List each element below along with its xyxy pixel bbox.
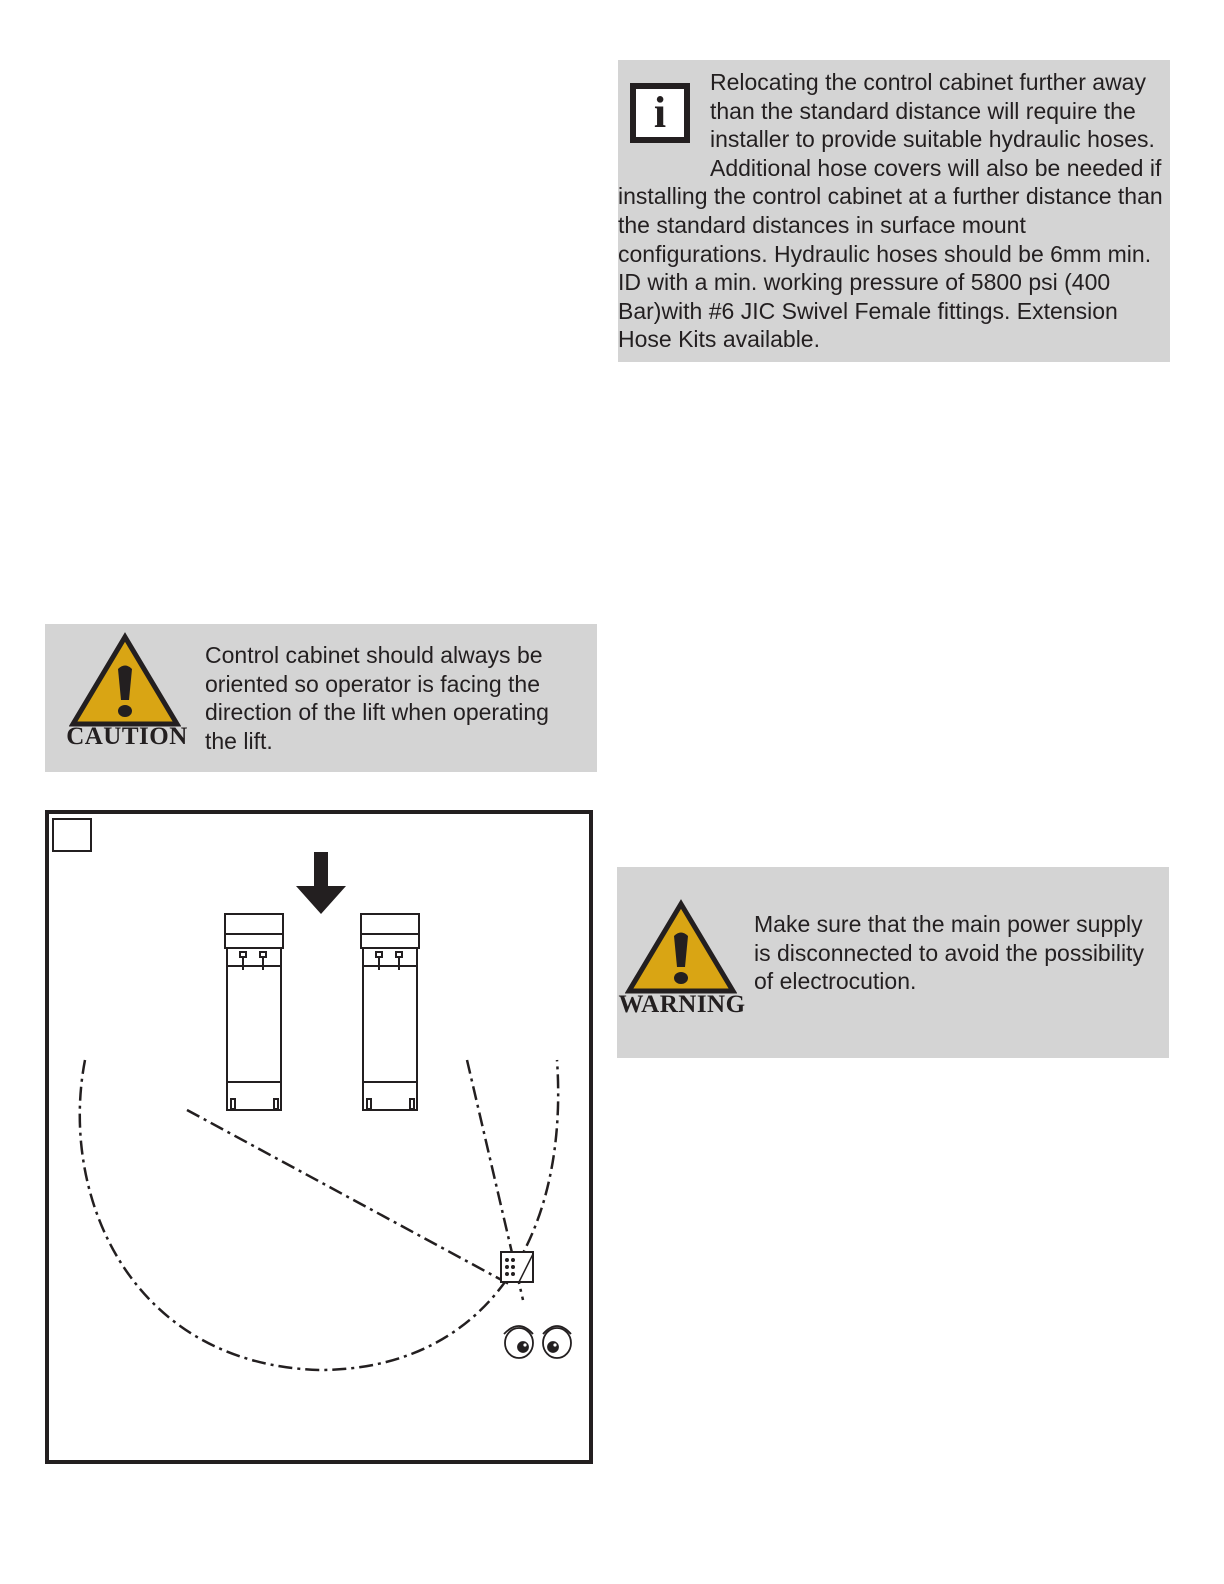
caution-notice-text: Control cabinet should always be oriented so operator is facing the direction of the lift when operating the lift. bbox=[205, 642, 549, 754]
control-cabinet-icon bbox=[501, 1252, 533, 1282]
warning-notice bbox=[617, 867, 1169, 1058]
corner-marker bbox=[53, 819, 91, 851]
caution-triangle-icon bbox=[69, 632, 181, 728]
warning-label: WARNING bbox=[618, 991, 746, 1018]
operator-eyes-icon bbox=[504, 1326, 571, 1358]
caution-label: CAUTION bbox=[66, 723, 188, 750]
cabinet-placement-diagram bbox=[45, 810, 593, 1464]
caution-notice bbox=[45, 624, 597, 772]
lift-runway-icon bbox=[361, 914, 419, 1110]
lift-runway-icon bbox=[225, 914, 283, 1110]
info-icon: i bbox=[630, 83, 690, 143]
swing-arc bbox=[80, 1060, 558, 1370]
down-arrow-icon bbox=[296, 852, 346, 914]
sight-line-left bbox=[187, 1110, 509, 1284]
warning-notice-text: Make sure that the main power supply is disconnected to avoid the possibility of electrocution. bbox=[754, 911, 1144, 995]
info-notice-text: Relocating the control cabinet further away than the standard distance will require the installer to provide suitable hydraulic hoses. Additional hose covers will also be needed if installing the control cabinet at a further distance than the standard distances in surface mount configurations. Hydraulic hoses should be 6mm min. ID with a min. working pressure of 5800 psi (400 Bar)with #6 JIC Swivel Female fittings. Extension Hose Kits available. bbox=[618, 69, 1163, 353]
info-notice bbox=[618, 60, 1170, 362]
warning-triangle-icon bbox=[625, 899, 737, 995]
